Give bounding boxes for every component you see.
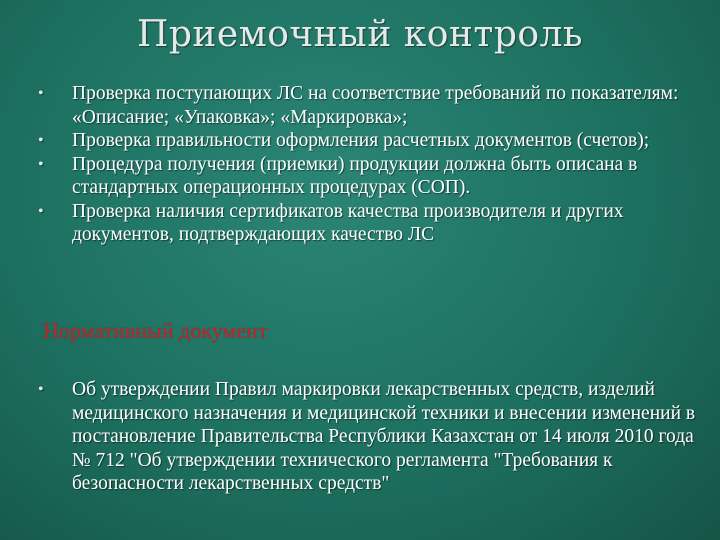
bullet-item <box>38 200 698 247</box>
section-heading: Нормативный документ <box>43 318 268 343</box>
bullet-text: Проверка правильности оформления расчетных документов (счетов); <box>72 130 650 151</box>
bullet-icon: • <box>38 202 44 220</box>
bullet-icon: • <box>38 85 44 102</box>
bullet-icon: • <box>38 155 44 173</box>
bullet-item <box>38 378 698 496</box>
bullet-text: Проверка поступающих ЛС на соответствие требований по показателям: «Описание; «Упаковка»; «Маркировка»; <box>72 83 679 128</box>
bullet-icon: • <box>38 381 44 398</box>
bullet-text: Процедура получения (приемки) продукции должна быть описана в стандартных операционных процедурах (СОП). <box>72 153 638 198</box>
bullet-item <box>38 82 698 129</box>
section-bullet-list <box>38 378 698 496</box>
bullet-list <box>38 82 698 247</box>
bullet-text: Об утверждении Правил маркировки лекарственных средств, изделий медицинского назначения и медицинской техники и внесении изменений в постановление Правительства Республики Казахстан от 14 июля 2010 года № 712 "Об утверждении технического регламента "Требования к безопасности лекарственных средств" <box>72 379 696 494</box>
bullet-icon: • <box>38 132 44 149</box>
bullet-item <box>38 129 698 153</box>
bullet-text: Проверка наличия сертификатов качества производителя и других документов, подтверждающих качество ЛС <box>72 200 624 245</box>
bullet-item <box>38 153 698 200</box>
slide-title: Приемочный контроль <box>136 14 584 55</box>
